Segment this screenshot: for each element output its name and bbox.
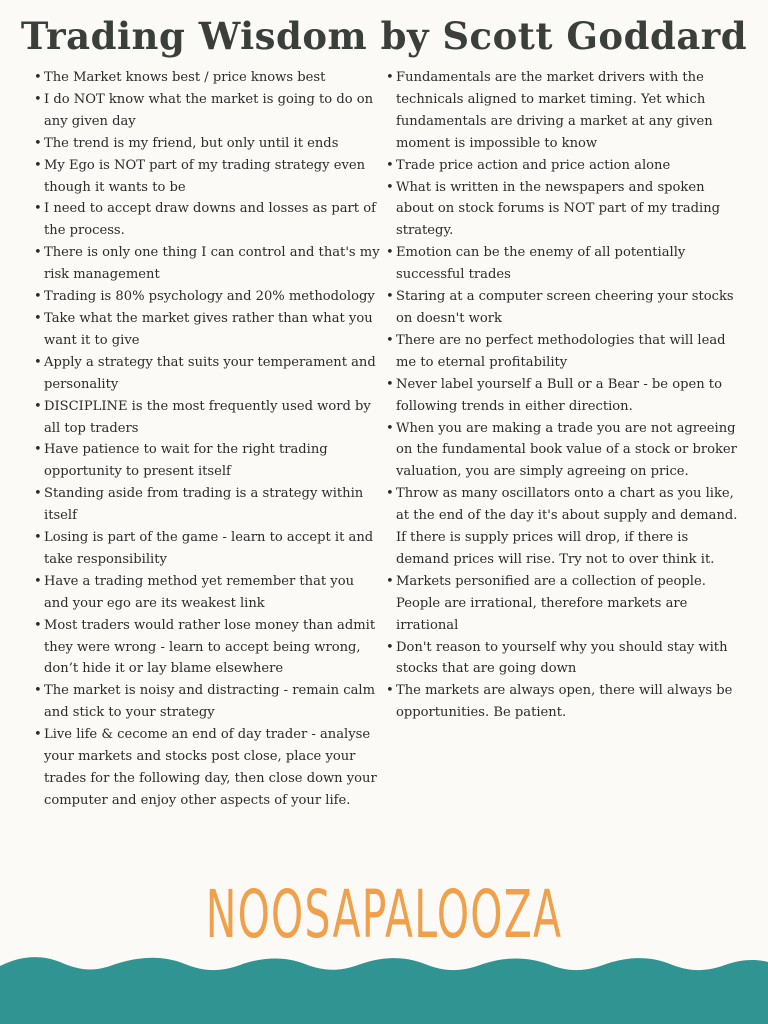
list-item: • Most traders would rather lose money than admit they were wrong - learn to accept being wrong, don’t hide it or lay blame elsewhere <box>32 615 382 681</box>
list-item: • Trade price action and price action alone <box>384 155 744 177</box>
list-item: • Have a trading method yet remember that you and your ego are its weakest link <box>32 571 382 615</box>
list-item: • DISCIPLINE is the most frequently used word by all top traders <box>32 396 382 440</box>
list-item: • I need to accept draw downs and losses as part of the process. <box>32 198 382 242</box>
list-item: • Markets personified are a collection of people. People are irrational, therefore markets are irrational <box>384 571 744 637</box>
list-item: • Have patience to wait for the right trading opportunity to present itself <box>32 439 382 483</box>
list-item: • When you are making a trade you are not agreeing on the fundamental book value of a stock or broker valuation, you are simply agreeing on price. <box>384 418 744 484</box>
list-item: • Never label yourself a Bull or a Bear - be open to following trends in either direction. <box>384 374 744 418</box>
list-item: • Apply a strategy that suits your temperament and personality <box>32 352 382 396</box>
list-item: • Don't reason to yourself why you should stay with stocks that are going down <box>384 637 744 681</box>
list-item: • The markets are always open, there will always be opportunities. Be patient. <box>384 680 744 724</box>
wisdom-list-right <box>384 67 744 724</box>
page-title: Trading Wisdom by Scott Goddard <box>20 14 748 58</box>
list-item: • Take what the market gives rather than what you want it to give <box>32 308 382 352</box>
list-item: • Losing is part of the game - learn to accept it and take responsibility <box>32 527 382 571</box>
list-item: • My Ego is NOT part of my trading strategy even though it wants to be <box>32 155 382 199</box>
list-item: • There are no perfect methodologies that will lead me to eternal profitability <box>384 330 744 374</box>
list-item: • Throw as many oscillators onto a chart as you like, at the end of the day it's about supply and demand. If there is supply prices will drop, if there is demand prices will rise. Try not to over think it. <box>384 483 744 571</box>
list-item: • The Market knows best / price knows best <box>32 67 382 89</box>
list-item: • Fundamentals are the market drivers with the technicals aligned to market timing. Yet which fundamentals are driving a market at any given moment is impossible to know <box>384 67 744 155</box>
wave-shape <box>0 957 768 1024</box>
list-item: • Trading is 80% psychology and 20% methodology <box>32 286 382 308</box>
brand-logo-text: NOOSAPALOOZA <box>205 876 563 953</box>
list-item: • Live life & cecome an end of day trader - analyse your markets and stocks post close, place your trades for the following day, then close down your computer and enjoy other aspects of your life. <box>32 724 382 812</box>
list-item: • I do NOT know what the market is going to do on any given day <box>32 89 382 133</box>
list-item: • Emotion can be the enemy of all potentially successful trades <box>384 242 744 286</box>
wisdom-list-left <box>32 67 382 812</box>
list-item: • The trend is my friend, but only until it ends <box>32 133 382 155</box>
wave-decoration <box>0 952 768 1024</box>
list-item: • There is only one thing I can control and that's my risk management <box>32 242 382 286</box>
list-item: • What is written in the newspapers and spoken about on stock forums is NOT part of my trading strategy. <box>384 177 744 243</box>
list-item: • The market is noisy and distracting - remain calm and stick to your strategy <box>32 680 382 724</box>
list-item: • Standing aside from trading is a strategy within itself <box>32 483 382 527</box>
list-item: • Staring at a computer screen cheering your stocks on doesn't work <box>384 286 744 330</box>
